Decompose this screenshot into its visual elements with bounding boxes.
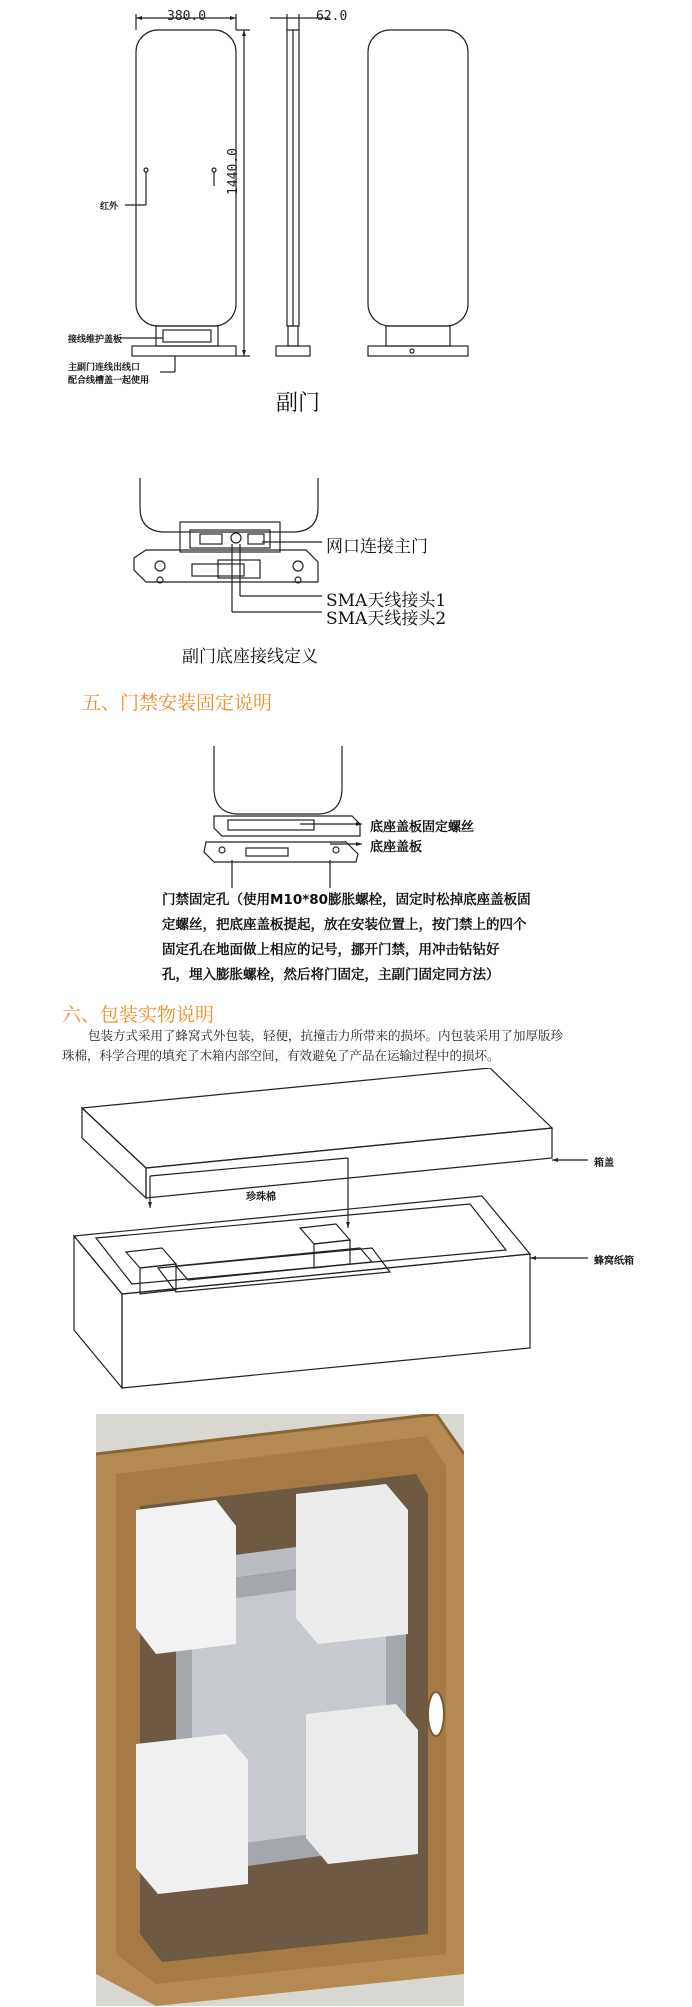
figure-caption-secondary-door: 副门 xyxy=(276,391,321,416)
width-dimension: 380.0 xyxy=(167,9,207,24)
figure-base-wiring xyxy=(0,470,692,670)
height-dimension: 1440.0 xyxy=(226,148,241,195)
label-pearl-foam: 珍珠棉 xyxy=(246,1192,276,1203)
label-sma-2: SMA天线接头2 xyxy=(326,609,447,629)
label-network-port: 网口连接主门 xyxy=(326,537,428,557)
depth-dimension: 62.0 xyxy=(316,9,348,24)
packaging-photo xyxy=(96,1414,464,2006)
label-base-screw: 底座盖板固定螺丝 xyxy=(370,820,475,835)
install-description-line: 定螺丝，把底座盖板提起，放在安装位置上，按门禁上的四个 xyxy=(162,917,527,933)
install-description-line: 孔，埋入膨胀螺栓，然后将门固定，主副门固定同方法） xyxy=(162,967,500,983)
install-description-line: 门禁固定孔（使用M10*80膨胀螺栓，固定时松掉底座盖板固 xyxy=(162,892,531,908)
section-5-heading: 五、门禁安装固定说明 xyxy=(82,692,273,714)
section-6-heading: 六、包装实物说明 xyxy=(62,1004,215,1026)
packaging-paragraph-line: 珠棉，科学合理的填充了木箱内部空间，有效避免了产品在运输过程中的损坏。 xyxy=(62,1048,500,1063)
front-view-panel xyxy=(136,30,236,326)
infrared-label: 红外 xyxy=(100,202,119,212)
figure-installation xyxy=(0,744,692,894)
outlet-label-1: 主副门连线出线口 xyxy=(68,363,141,373)
outlet-label-2: 配合线槽盖一起使用 xyxy=(68,376,150,386)
figure-caption-base-wiring: 副门底座接线定义 xyxy=(182,647,318,667)
install-description-line: 固定孔在地面做上相应的记号，挪开门禁，用冲击钻钻好 xyxy=(162,942,500,958)
label-base-plate: 底座盖板 xyxy=(370,840,423,855)
figure-packaging xyxy=(0,1068,692,1408)
install-description xyxy=(162,888,542,988)
cover-label: 接线维护盖板 xyxy=(68,335,123,345)
label-box-lid: 箱盖 xyxy=(594,1158,614,1169)
back-view-panel xyxy=(368,30,468,326)
packaging-paragraph xyxy=(62,1026,642,1066)
label-sma-1: SMA天线接头1 xyxy=(326,591,447,611)
label-honeycomb-box: 蜂窝纸箱 xyxy=(594,1256,634,1267)
packaging-paragraph-line: 包装方式采用了蜂窝式外包装，轻便，抗撞击力所带来的损坏。内包装采用了加厚版珍 xyxy=(88,1028,564,1043)
